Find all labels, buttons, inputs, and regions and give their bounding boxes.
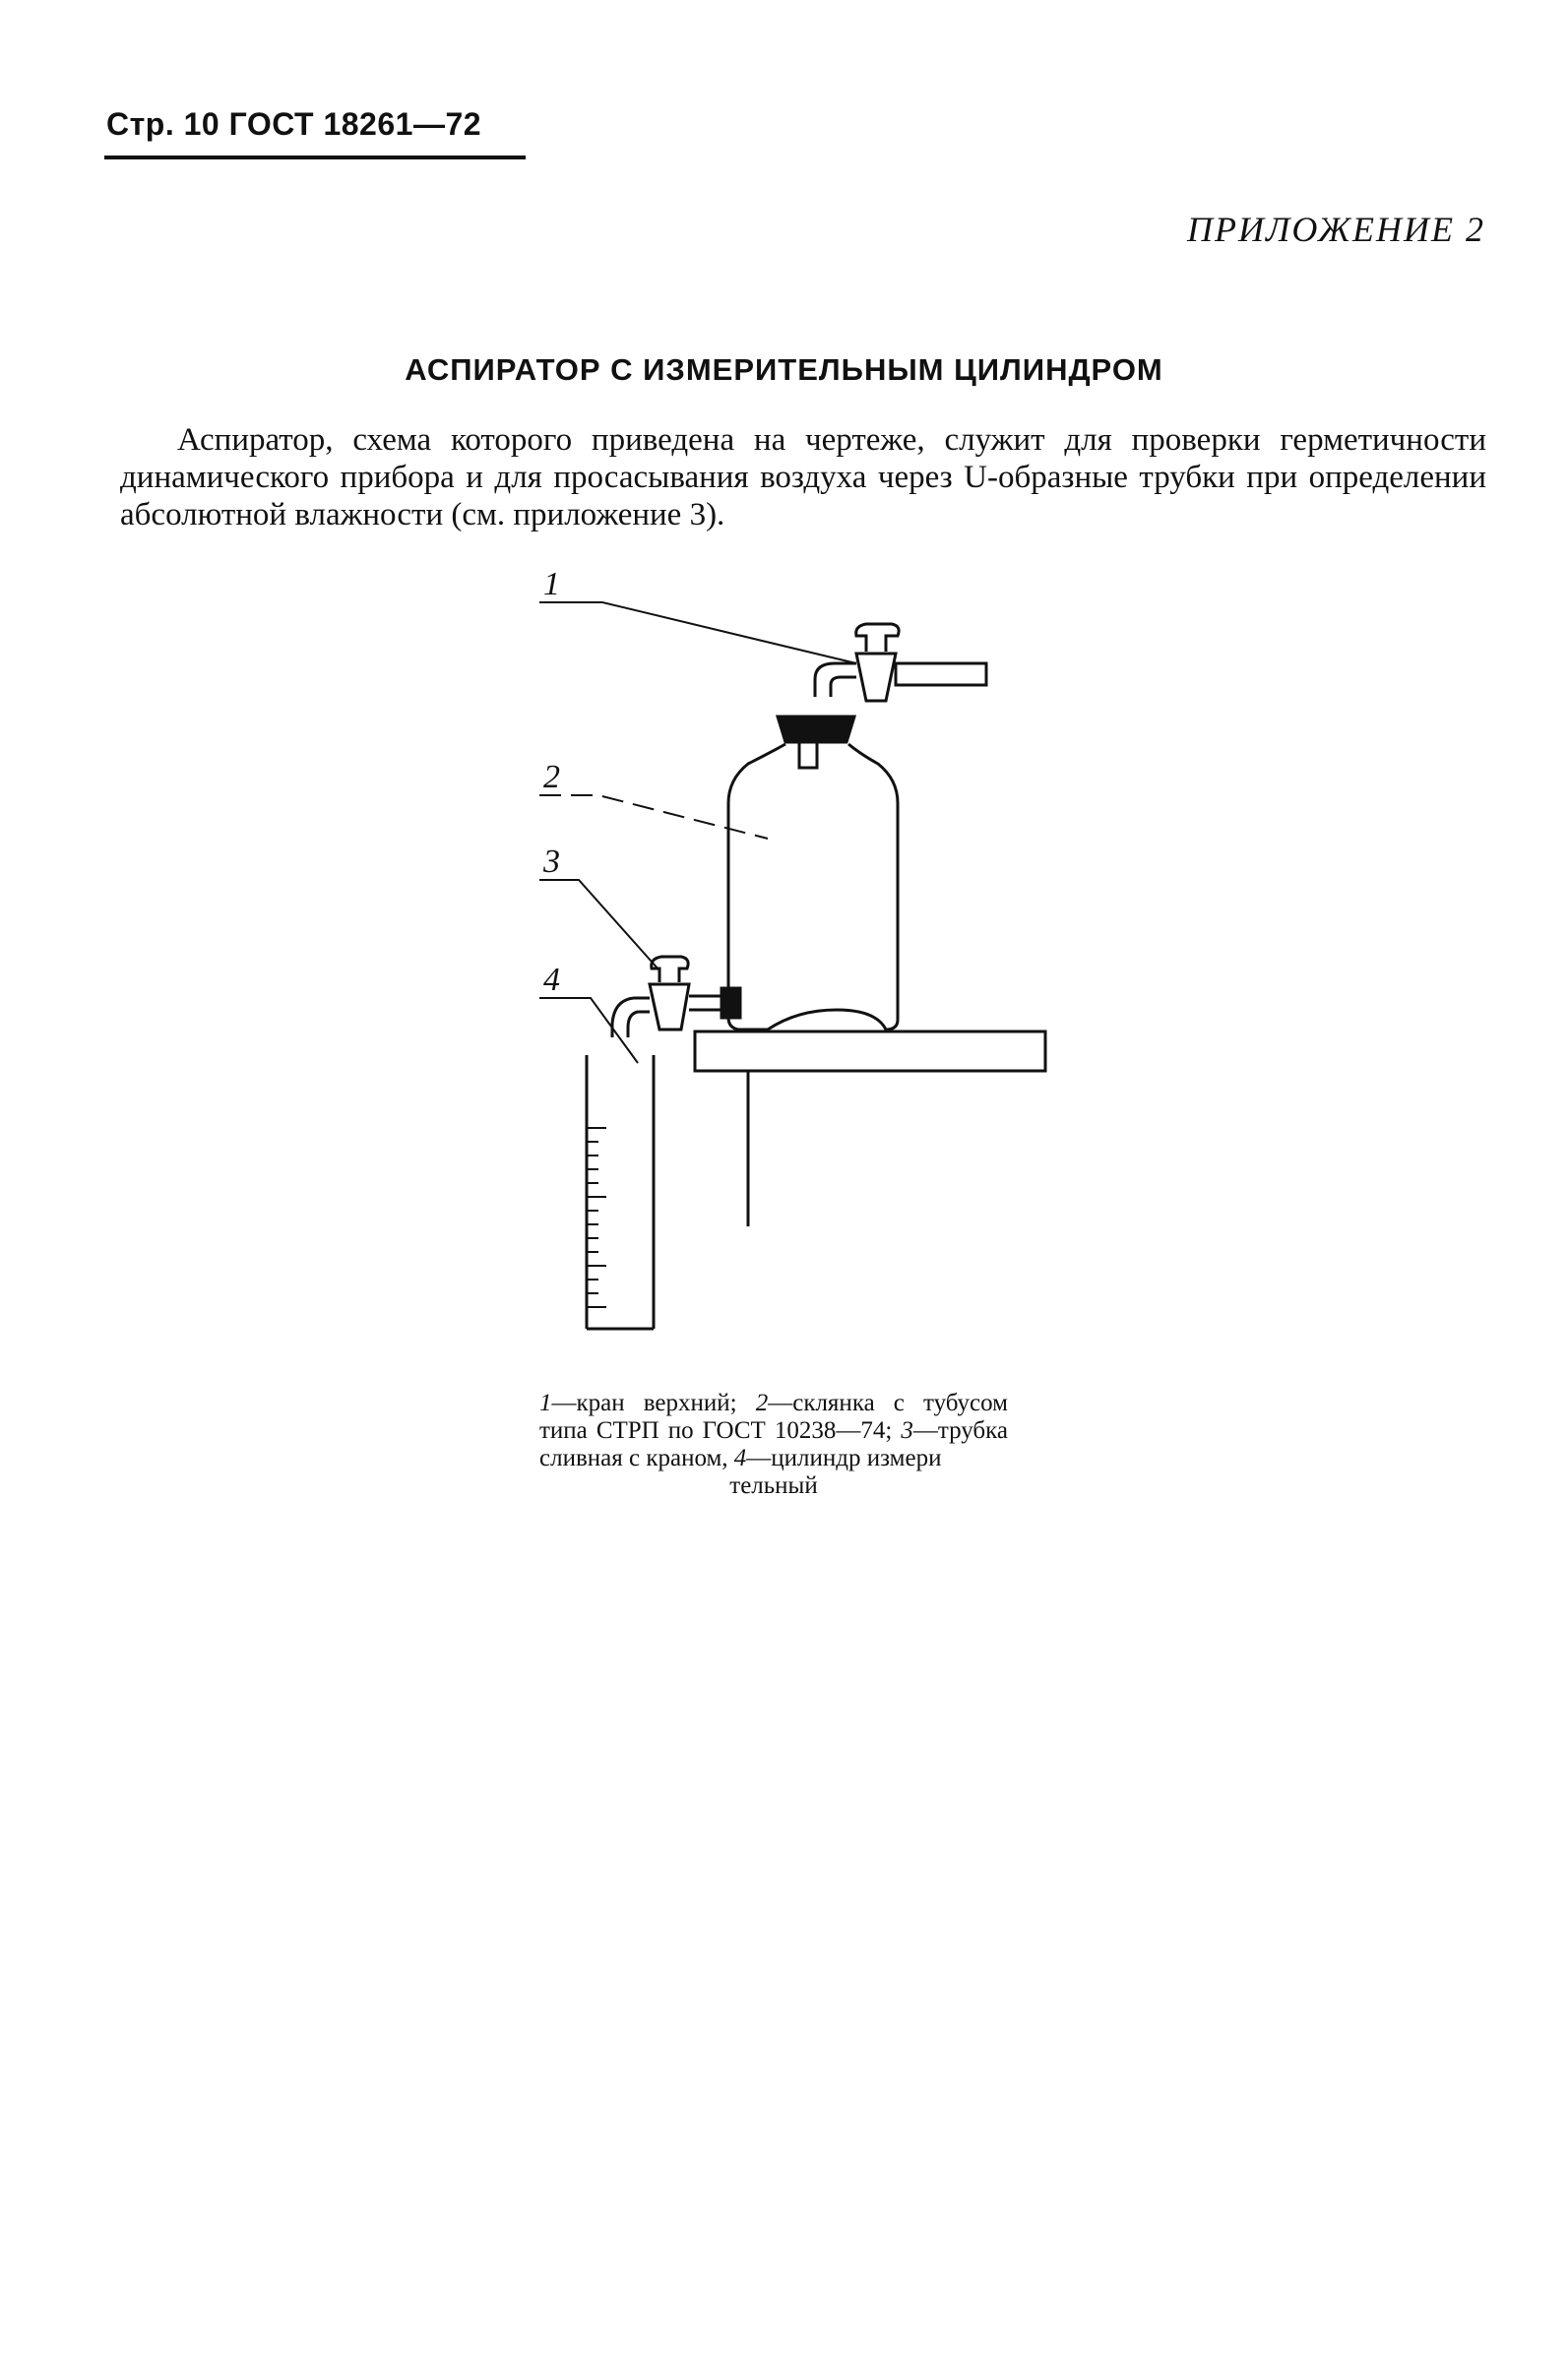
rubber-stopper bbox=[778, 717, 854, 742]
appendix-label: ПРИЛОЖЕНИЕ 2 bbox=[1187, 210, 1485, 249]
stopper-tube bbox=[799, 742, 817, 768]
figure-label-2: 2 bbox=[543, 759, 560, 795]
label-leader-2 bbox=[539, 795, 768, 839]
caption-num-3: 3 bbox=[901, 1417, 913, 1444]
caption-num-4: 4 bbox=[733, 1445, 747, 1471]
header-rule bbox=[104, 156, 526, 159]
bottle-collar bbox=[721, 988, 740, 1018]
aspirator-diagram bbox=[0, 551, 1568, 1368]
caption-num-1: 1 bbox=[539, 1390, 552, 1416]
body-text bbox=[120, 421, 1486, 533]
shelf bbox=[695, 1031, 1045, 1071]
label-leader-4 bbox=[539, 998, 638, 1063]
caption-text-4: —цилиндр измери bbox=[746, 1445, 942, 1471]
figure-label-3: 3 bbox=[543, 843, 560, 880]
drain-pipe bbox=[689, 996, 721, 1010]
drain-tap-handle bbox=[652, 957, 688, 982]
caption-text-5: тельный bbox=[729, 1472, 818, 1499]
caption-text-3: —трубка сливная с краном, bbox=[539, 1417, 1008, 1471]
caption-text-2: —склянка с тубусом типа СТРП по ГОСТ 10238—74; bbox=[539, 1390, 1008, 1444]
figure-label-1: 1 bbox=[543, 566, 560, 602]
page-header: Стр. 10 ГОСТ 18261—72 bbox=[106, 106, 482, 142]
label-leader-3 bbox=[539, 880, 659, 970]
figure-label-4: 4 bbox=[543, 962, 560, 998]
body-paragraph: Аспиратор, схема которого приведена на чертеже, служит для проверки герметичности динамического прибора и для просасывания воздуха через U-образные трубки при определении абсолютной влажности (см. приложение 3). bbox=[120, 422, 1486, 532]
top-tap bbox=[815, 624, 986, 701]
caption-num-2: 2 bbox=[755, 1390, 769, 1416]
drain-spout bbox=[612, 998, 650, 1037]
figure-caption bbox=[539, 1390, 1008, 1500]
section-title: АСПИРАТОР С ИЗМЕРИТЕЛЬНЫМ ЦИЛИНДРОМ bbox=[405, 352, 1163, 387]
caption-text-1: —кран верхний; bbox=[551, 1390, 756, 1416]
drain-tap-body bbox=[650, 984, 689, 1030]
label-leader-1 bbox=[539, 602, 856, 663]
bottle bbox=[728, 744, 898, 1030]
measuring-cylinder bbox=[587, 1055, 654, 1329]
